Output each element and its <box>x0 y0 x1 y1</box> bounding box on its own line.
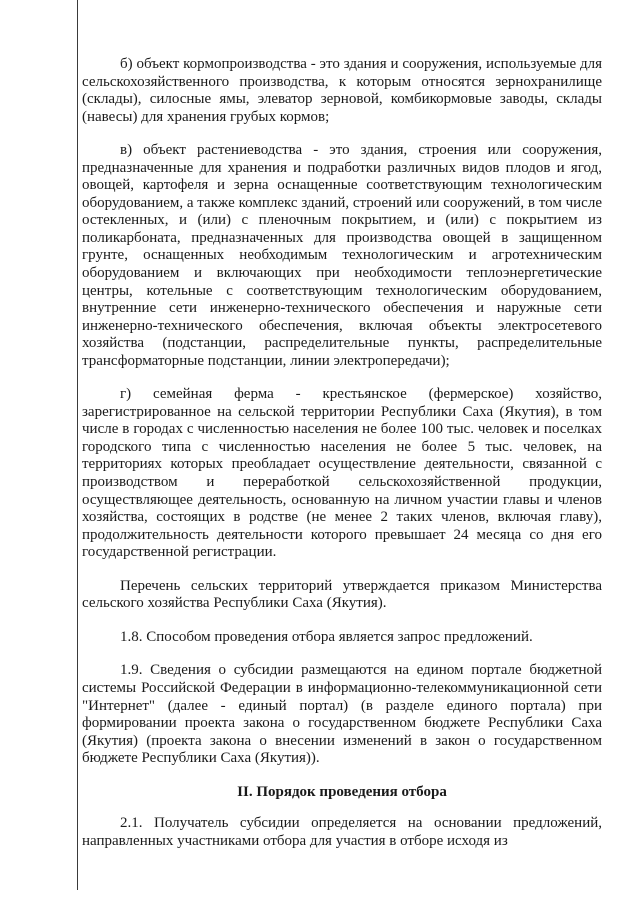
page-bottom-edge <box>0 890 640 905</box>
section-heading: II. Порядок проведения отбора <box>237 783 447 800</box>
paragraph-b-feed-production: б) объект кормопроизводства - это здания и сооружения, используемые для сельскохозяйственного производства, к которым относятся зернохранилище (склады), силосные ямы, элеватор зерновой, комбикормовые заводы, склады (навесы) для хранения грубых кормов; <box>82 56 602 125</box>
paragraph-v-crop-production: в) объект растениеводства - это здания, строения или сооружения, предназначенные для хранения и подработки различных видов плодов и ягод, овощей, картофеля и зерна оснащенные соответствующим технологическим оборудованием, а также комплекс зданий, строений или сооружений, в том числе остекленных, и (или) с пленочным покрытием, и (или) с покрытием из поликарбоната, предназначенных для производства овощей в защищенном грунте, оснащенных необходимым технологическим и агротехническим оборудованием и включающих при необходимости теплоэнергетические центры, котельные с соответствующим технологическим оборудованием, внутренние сети инженерно-технического обеспечения и наружные сети инженерно-технического обеспечения, включая объекты электросетевого хозяйства (подстанции, распределительные пункты, распределительные трансформаторные подстанции, линии электропередачи); <box>82 142 602 369</box>
paragraph-1-8: 1.8. Способом проведения отбора является запрос предложений. <box>120 628 533 645</box>
page-margin-line <box>77 0 78 905</box>
document-body <box>82 56 602 866</box>
paragraph-2-1: 2.1. Получатель субсидии определяется на основании предложений, направленных участниками отбора для участия в отборе исходя из <box>82 815 602 849</box>
paragraph-rural-territories: Перечень сельских территорий утверждается приказом Министерства сельского хозяйства Республики Саха (Якутия). <box>82 577 602 612</box>
paragraph-g-family-farm: г) семейная ферма - крестьянское (фермерское) хозяйство, зарегистрированное на сельской территории Республики Саха (Якутия), в том числе в городах с численностью населения не более 100 тыс. человек и поселках городского типа с численностью населения не более 5 тыс. человек, на территориях которых преобладает осуществление деятельности, связанной с производством и переработкой сельскохозяйственной продукции, осуществляющее деятельность, основанную на личном участии главы и членов хозяйства, состоящих в родстве (не менее 2 таких членов, включая главу), продолжительность деятельности которого превышает 24 месяца со дня его государственной регистрации. <box>82 386 602 561</box>
paragraph-1-9: 1.9. Сведения о субсидии размещаются на едином портале бюджетной системы Российской Федерации в информационно-телекоммуникационной сети "Интернет" (далее - единый портал) (в разделе единого портала) при формировании проекта закона о государственном бюджете Республики Саха (Якутия) (проекта закона о внесении изменений в закон о государственном бюджете Республики Саха (Якутия)). <box>82 662 602 767</box>
